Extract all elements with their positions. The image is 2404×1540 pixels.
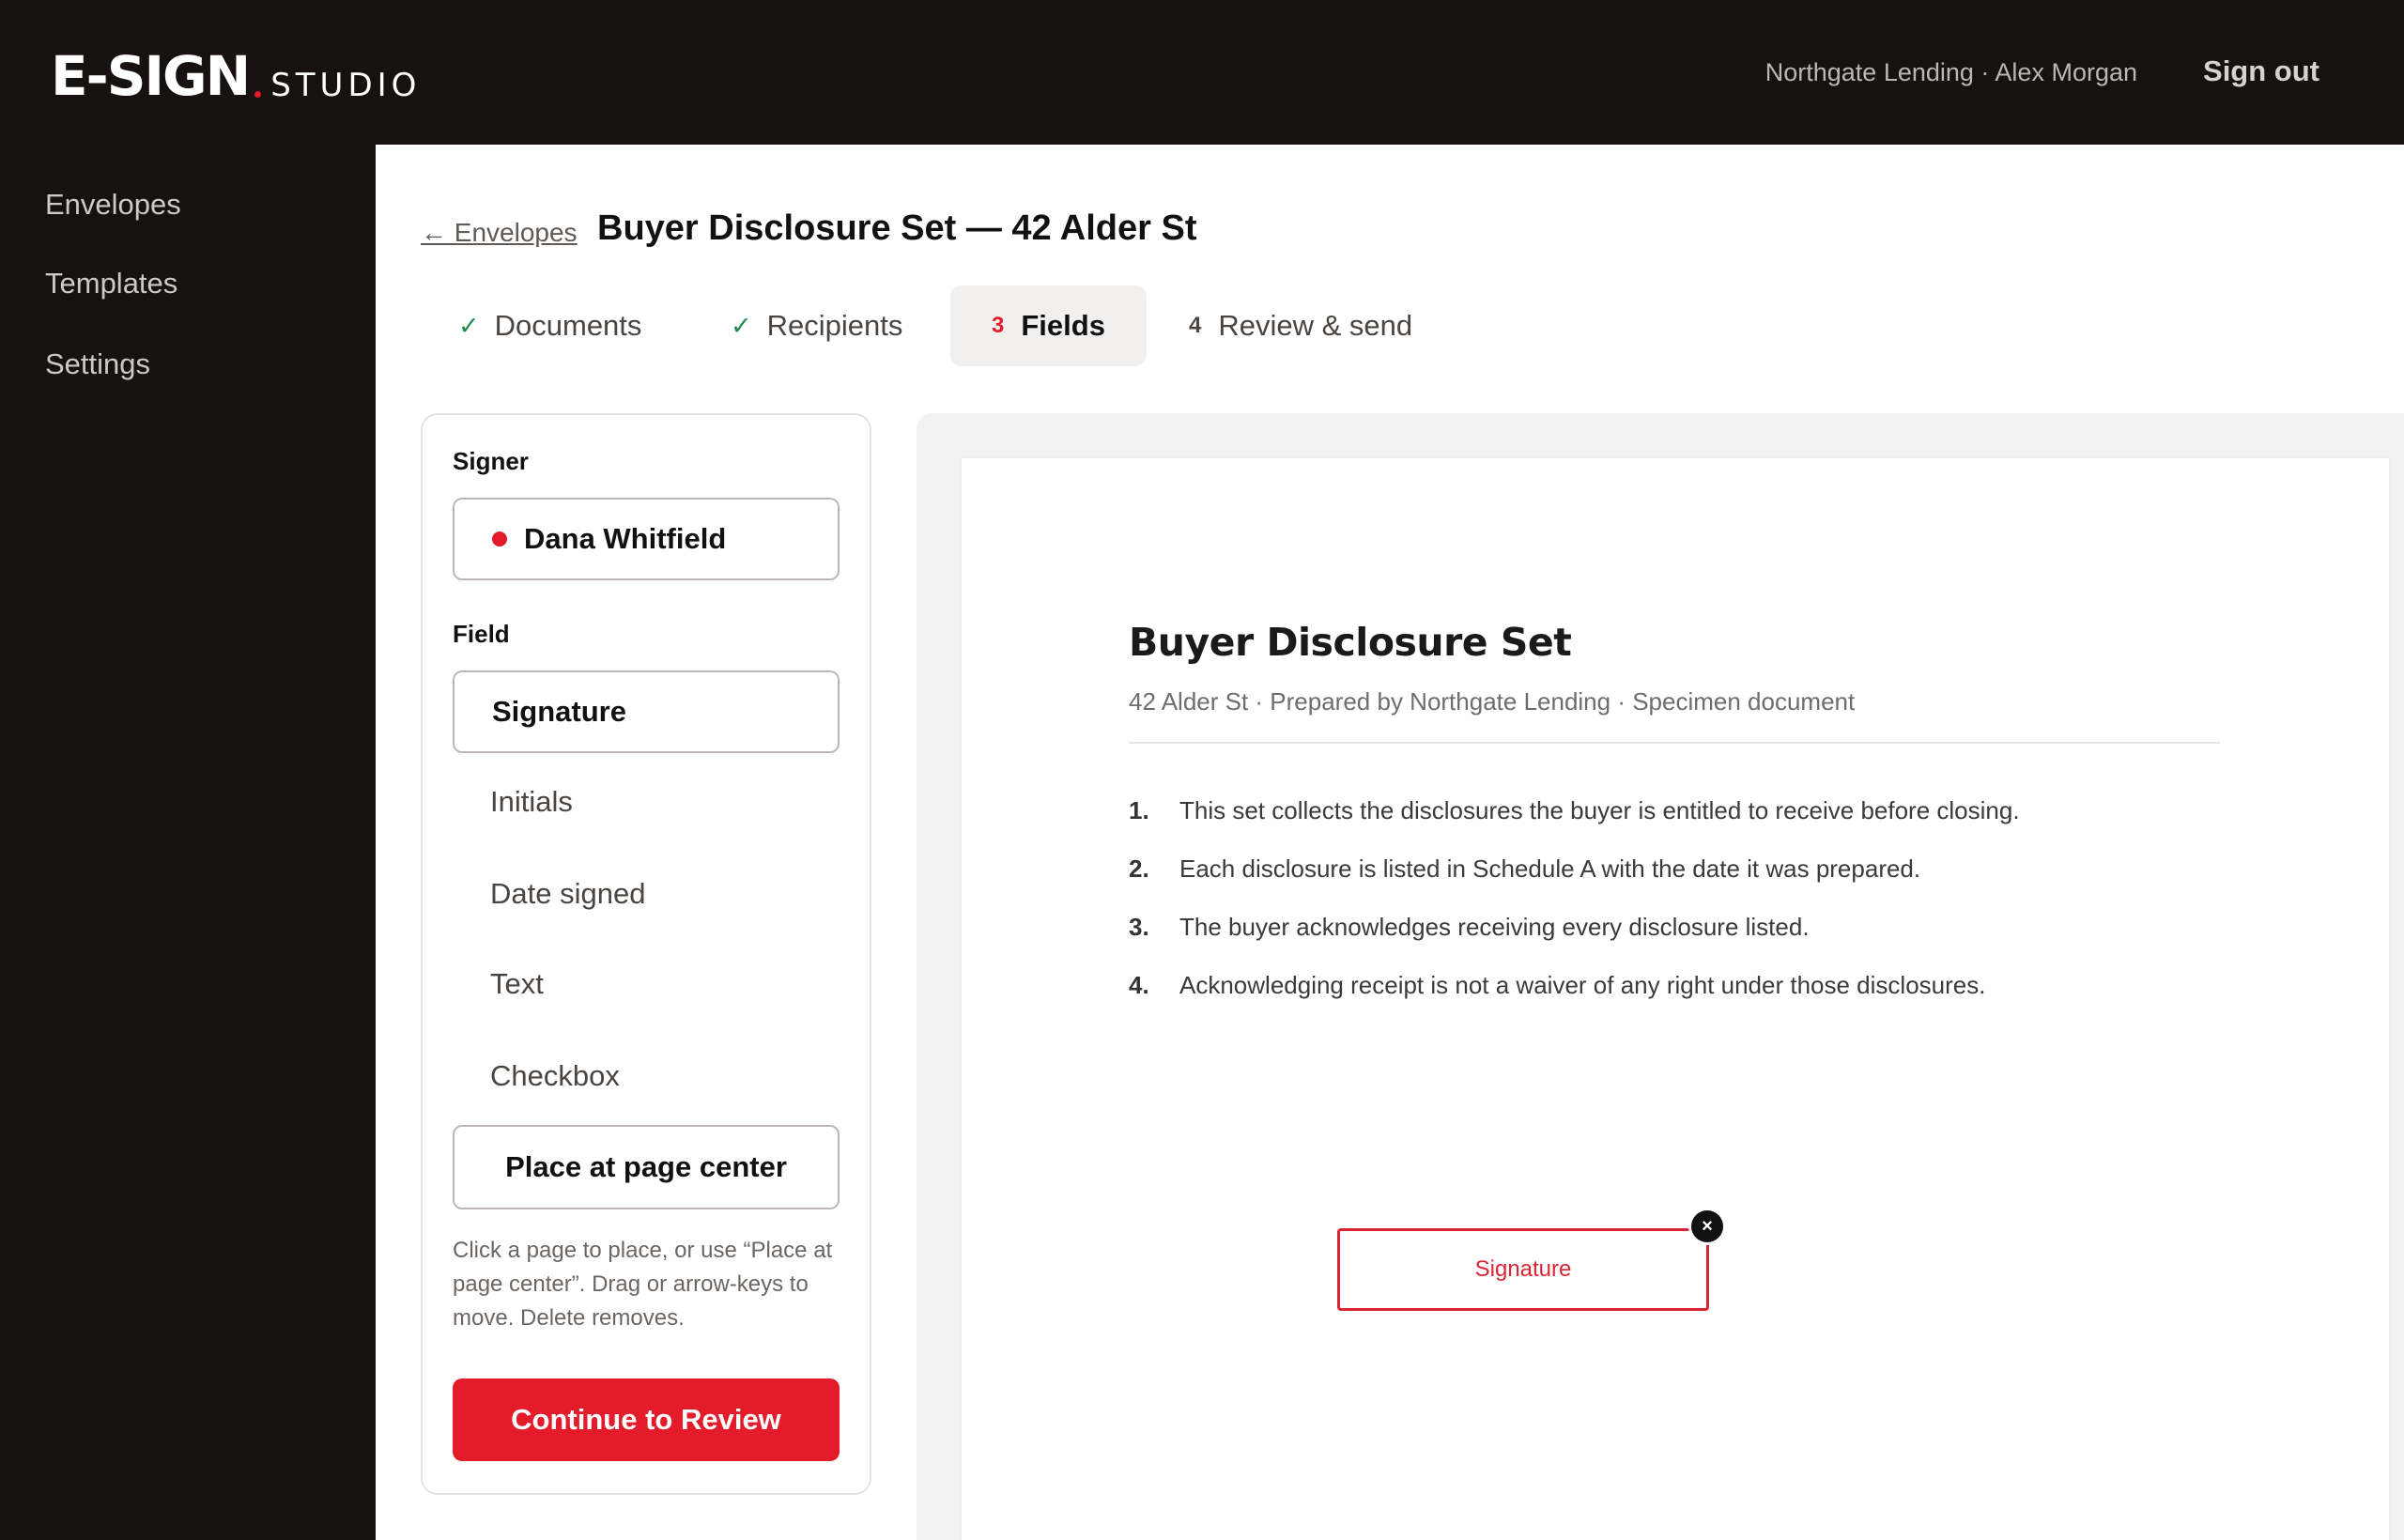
document-clause — [1129, 971, 1985, 1000]
signer-label: Signer — [453, 447, 529, 475]
field-option-initials[interactable]: Initials — [490, 785, 573, 818]
sidebar-item-templates[interactable]: Templates — [45, 267, 178, 300]
clause-number: 3. — [1129, 913, 1149, 941]
clause-number: 1. — [1129, 796, 1149, 824]
field-option-checkbox[interactable]: Checkbox — [490, 1059, 620, 1092]
signer-color-dot — [492, 531, 507, 547]
field-option-date-signed[interactable]: Date signed — [490, 877, 646, 910]
step-number: 4 — [1189, 313, 1202, 338]
clause-number: 4. — [1129, 971, 1149, 999]
sidebar-item-envelopes[interactable]: Envelopes — [45, 188, 181, 221]
step-tab-documents[interactable] — [458, 285, 641, 366]
sign-out-button[interactable]: Sign out — [2203, 54, 2319, 87]
continue-to-review-button[interactable]: Continue to Review — [453, 1378, 840, 1461]
clause-number: 2. — [1129, 855, 1149, 883]
placed-signature-field[interactable]: Signature — [1337, 1228, 1709, 1311]
clause-text: Acknowledging receipt is not a waiver of any right under those disclosures. — [1179, 971, 1986, 999]
step-label: Review & send — [1218, 309, 1413, 342]
document-page[interactable] — [962, 458, 2389, 1540]
document-divider — [1129, 742, 2220, 744]
back-to-envelopes-link[interactable]: ← Envelopes — [421, 218, 578, 247]
field-panel — [421, 413, 871, 1495]
clause-text: This set collects the disclosures the buyer is entitled to receive before closing. — [1179, 796, 2020, 824]
sidebar — [0, 145, 376, 1540]
field-option-signature[interactable]: Signature — [453, 670, 840, 753]
brand-dot — [254, 91, 261, 98]
clause-text: Each disclosure is listed in Schedule A with the date it was prepared. — [1179, 855, 1921, 883]
top-bar — [0, 0, 2404, 145]
step-number: 3 — [992, 313, 1005, 338]
remove-field-close-icon[interactable]: × — [1688, 1208, 1726, 1245]
document-title: Buyer Disclosure Set — [1129, 620, 1572, 665]
sidebar-item-settings[interactable]: Settings — [45, 347, 151, 380]
step-tab-review-send[interactable] — [1189, 285, 1412, 366]
brand-name: E-SIGN — [51, 44, 250, 108]
main-content — [376, 145, 2404, 1540]
signer-name: Dana Whitfield — [524, 522, 727, 555]
clause-text: The buyer acknowledges receiving every disclosure listed. — [1179, 913, 1810, 941]
document-clause — [1129, 796, 2020, 825]
step-label: Fields — [1021, 309, 1105, 342]
field-label: Field — [453, 620, 510, 648]
document-clause — [1129, 913, 1810, 942]
placement-hint: Click a page to place, or use “Place at page center”. Drag or arrow-keys to move. Delete removes. — [453, 1238, 833, 1331]
document-subtitle: 42 Alder St · Prepared by Northgate Lending · Specimen document — [1129, 687, 1856, 716]
account-info: Northgate Lending · Alex Morgan — [1764, 58, 2137, 86]
brand-logo — [51, 41, 422, 108]
brand-subtitle: STUDIO — [270, 67, 422, 104]
document-clause — [1129, 855, 1920, 884]
place-at-center-button[interactable]: Place at page center — [453, 1125, 840, 1209]
step-tab-recipients[interactable] — [731, 285, 902, 366]
step-label: Documents — [494, 309, 642, 342]
check-icon: ✓ — [731, 311, 752, 340]
check-icon: ✓ — [458, 311, 480, 340]
step-label: Recipients — [766, 309, 903, 342]
step-tab-fields[interactable] — [950, 285, 1147, 366]
signer-select[interactable] — [453, 498, 840, 580]
document-canvas — [917, 413, 2404, 1540]
field-option-text[interactable]: Text — [490, 967, 544, 1000]
envelope-title: Buyer Disclosure Set — 42 Alder St — [597, 208, 1197, 248]
